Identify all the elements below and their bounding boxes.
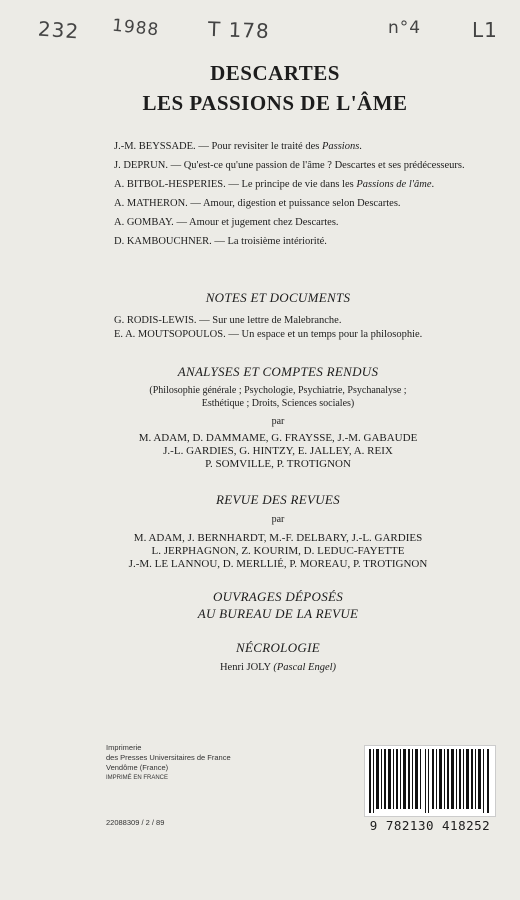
ouvrages-heading: OUVRAGES DÉPOSÉS AU BUREAU DE LA REVUE bbox=[197, 589, 359, 621]
notes-heading: NOTES ET DOCUMENTS bbox=[205, 290, 351, 305]
note-item bbox=[114, 328, 504, 342]
article-list bbox=[114, 140, 494, 254]
analyses-par: par bbox=[271, 416, 285, 427]
handwritten-note: T 178 bbox=[207, 16, 271, 44]
article-author: A. MATHERON. bbox=[114, 198, 188, 209]
handwritten-note: L1 bbox=[472, 18, 498, 42]
article-author: J.-M. BEYSSADE. bbox=[114, 141, 196, 152]
revue-par: par bbox=[271, 514, 285, 525]
article-title: — Le principe de vie dans les bbox=[228, 179, 357, 190]
article-title: — Amour et jugement chez Descartes. bbox=[176, 217, 339, 228]
note-item bbox=[114, 314, 504, 328]
title-line-2: LES PASSIONS DE L'ÂME bbox=[142, 91, 408, 115]
analyses-heading: ANALYSES ET COMPTES RENDUS bbox=[177, 364, 379, 379]
handwritten-annotations bbox=[0, 10, 520, 50]
article-author: D. KAMBOUCHNER. bbox=[114, 236, 212, 247]
article-item: J.-M. BEYSSADE. — Pour revisiter le traité des Passions. bbox=[114, 141, 362, 152]
barcode-icon bbox=[364, 745, 496, 817]
article-title-em: Passions bbox=[321, 141, 360, 152]
article-title-em: Passions de l'âme bbox=[356, 179, 432, 190]
article-item bbox=[114, 216, 494, 229]
handwritten-note: 1988 bbox=[111, 15, 161, 41]
article-author: A. BITBOL-HESPERIES. bbox=[114, 179, 226, 190]
article-title: — La troisième intériorité. bbox=[214, 236, 327, 247]
barcode-number: 9 782130 418252 bbox=[369, 818, 491, 833]
note-title: — Un espace et un temps pour la philosophie. bbox=[228, 329, 423, 340]
analyses-subjects: (Philosophie générale ; Psychologie, Psychiatrie, Psychanalyse ; Esthétique ; Droits, Sciences sociales) bbox=[149, 385, 407, 409]
article-title: — Pour revisiter le traité des bbox=[198, 141, 322, 152]
necrologie-entry: Henri JOLY (Pascal Engel) bbox=[219, 662, 337, 673]
revue-authors: M. ADAM, J. BERNHARDT, M.-F. DELBARY, J.-L. GARDIES L. JERPHAGNON, Z. KOURIM, D. LEDUC-FAYETTE J.-M. LE LANNOU, D. MERLLIÉ, P. MOREAU, P. TROTIGNON bbox=[128, 532, 428, 570]
note-title: — Sur une lettre de Malebranche. bbox=[199, 315, 342, 326]
note-author: G. RODIS-LEWIS. bbox=[114, 315, 197, 326]
article-item bbox=[114, 197, 494, 210]
article-title: — Amour, digestion et puissance selon Descartes. bbox=[190, 198, 401, 209]
title-line-1: DESCARTES bbox=[210, 61, 340, 85]
necrologie-heading: NÉCROLOGIE bbox=[236, 640, 320, 655]
notes-list bbox=[114, 314, 504, 342]
analyses-authors: M. ADAM, D. DAMMAME, G. FRAYSSE, J.-M. GABAUDE J.-L. GARDIES, G. HINTZY, E. JALLEY, A. REIX P. SOMVILLE, P. TROTIGNON bbox=[138, 432, 418, 470]
article-author: A. GOMBAY. bbox=[114, 217, 174, 228]
article-author: J. DEPRUN. bbox=[114, 160, 168, 171]
article-item: A. BITBOL-HESPERIES. — Le principe de vie dans les Passions de l'âme. bbox=[114, 179, 435, 190]
revue-heading: REVUE DES REVUES bbox=[216, 492, 340, 507]
print-code: 22088309 / 2 / 89 bbox=[106, 818, 165, 827]
note-author: E. A. MOUTSOPOULOS. bbox=[114, 329, 226, 340]
article-item bbox=[114, 159, 494, 172]
article-title: — Qu'est-ce qu'une passion de l'âme ? Descartes et ses prédécesseurs. bbox=[170, 160, 465, 171]
article-item bbox=[114, 235, 494, 248]
printer-imprint: Imprimerie des Presses Universitaires de France Vendôme (France) IMPRIMÉ EN FRANCE bbox=[106, 743, 231, 781]
page-title bbox=[0, 58, 520, 118]
handwritten-note: n°4 bbox=[388, 18, 422, 38]
handwritten-note: 232 bbox=[37, 16, 80, 44]
